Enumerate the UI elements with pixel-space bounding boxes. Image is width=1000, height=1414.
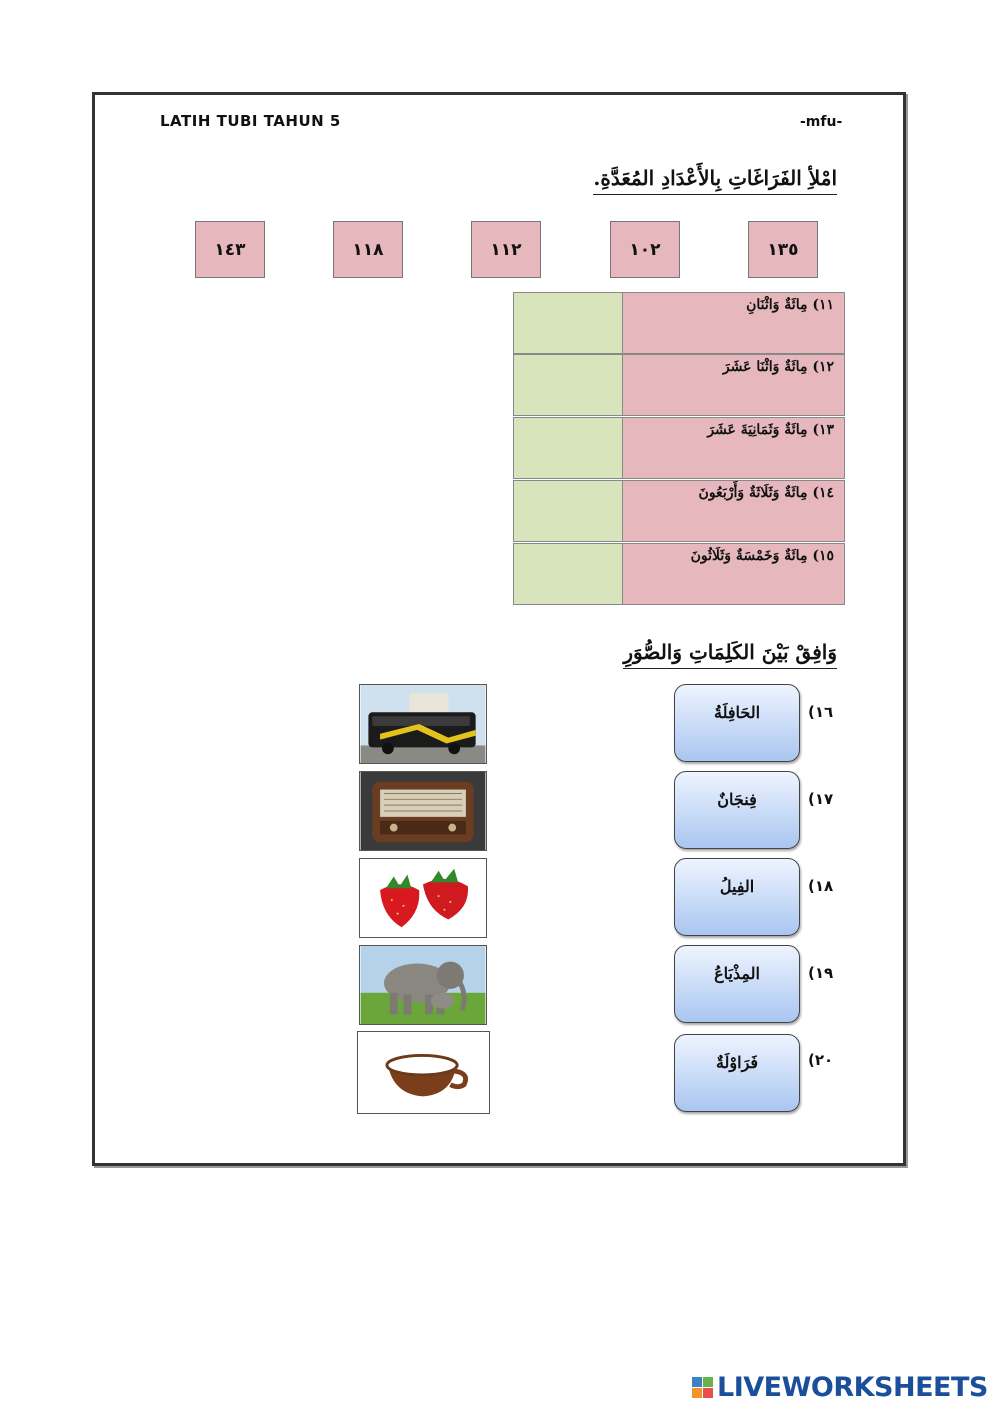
number-box[interactable]: ١٤٣ [195, 221, 265, 278]
number-box[interactable]: ١١٢ [471, 221, 541, 278]
item-number: ١٨) [808, 877, 834, 895]
question-row [513, 292, 845, 354]
question-text: ١٤) مِائَةٌ وَثَلَاثَةٌ وَأَرْبَعُونَ [623, 480, 845, 542]
brand-text: LIVEWORKSHEETS [717, 1372, 988, 1403]
elephant-icon [360, 946, 486, 1024]
number-box[interactable]: ١٣٥ [748, 221, 818, 278]
cup-picture[interactable] [357, 1031, 490, 1114]
answer-drop-field[interactable] [513, 543, 623, 605]
section2-instruction: وَافِقْ بَيْنَ الكَلِمَاتِ وَالصُّوَرِ [623, 640, 837, 669]
question-row [513, 543, 845, 605]
answer-drop-field[interactable] [513, 480, 623, 542]
strawberry-icon [360, 859, 486, 937]
question-row [513, 480, 845, 542]
section1-instruction: امْلأِ الفَرَاغَاتِ بِالأَعْدَادِ المُعَدَّةِ. [593, 166, 837, 195]
answer-drop-field[interactable] [513, 354, 623, 416]
radio-picture[interactable] [359, 771, 487, 851]
question-text: ١٣) مِائَةٌ وَثَمَانِيَةَ عَشَرَ [623, 417, 845, 479]
bus-picture[interactable] [359, 684, 487, 764]
liveworksheets-grid-icon [692, 1377, 713, 1398]
answer-drop-field[interactable] [513, 417, 623, 479]
word-button[interactable]: فِنجَانٌ [674, 771, 800, 849]
question-text: ١٢) مِائَةٌ وَاثْنَا عَشَرَ [623, 354, 845, 416]
word-button[interactable]: المِذْيَاعُ [674, 945, 800, 1023]
liveworksheets-logo [692, 1372, 988, 1403]
item-number: ٢٠) [808, 1051, 834, 1069]
radio-icon [360, 772, 486, 850]
elephant-picture[interactable] [359, 945, 487, 1025]
question-text: ١١) مِائَةٌ وَاثْنَانِ [623, 292, 845, 354]
answer-drop-field[interactable] [513, 292, 623, 354]
header-author: -mfu- [800, 114, 843, 130]
header-title: LATIH TUBI TAHUN 5 [160, 112, 341, 130]
word-button[interactable]: الحَافِلَةُ [674, 684, 800, 762]
word-button[interactable]: الفِيلُ [674, 858, 800, 936]
strawberry-picture[interactable] [359, 858, 487, 938]
question-text: ١٥) مِائَةٌ وَخَمْسَةٌ وَثَلَاثُونَ [623, 543, 845, 605]
item-number: ١٩) [808, 964, 834, 982]
cup-icon [358, 1032, 489, 1113]
question-row [513, 354, 845, 416]
number-box[interactable]: ١١٨ [333, 221, 403, 278]
item-number: ١٦) [808, 703, 834, 721]
question-row [513, 417, 845, 479]
word-button[interactable]: فَرَاوْلَةٌ [674, 1034, 800, 1112]
bus-icon [360, 685, 486, 763]
number-box[interactable]: ١٠٢ [610, 221, 680, 278]
item-number: ١٧) [808, 790, 834, 808]
